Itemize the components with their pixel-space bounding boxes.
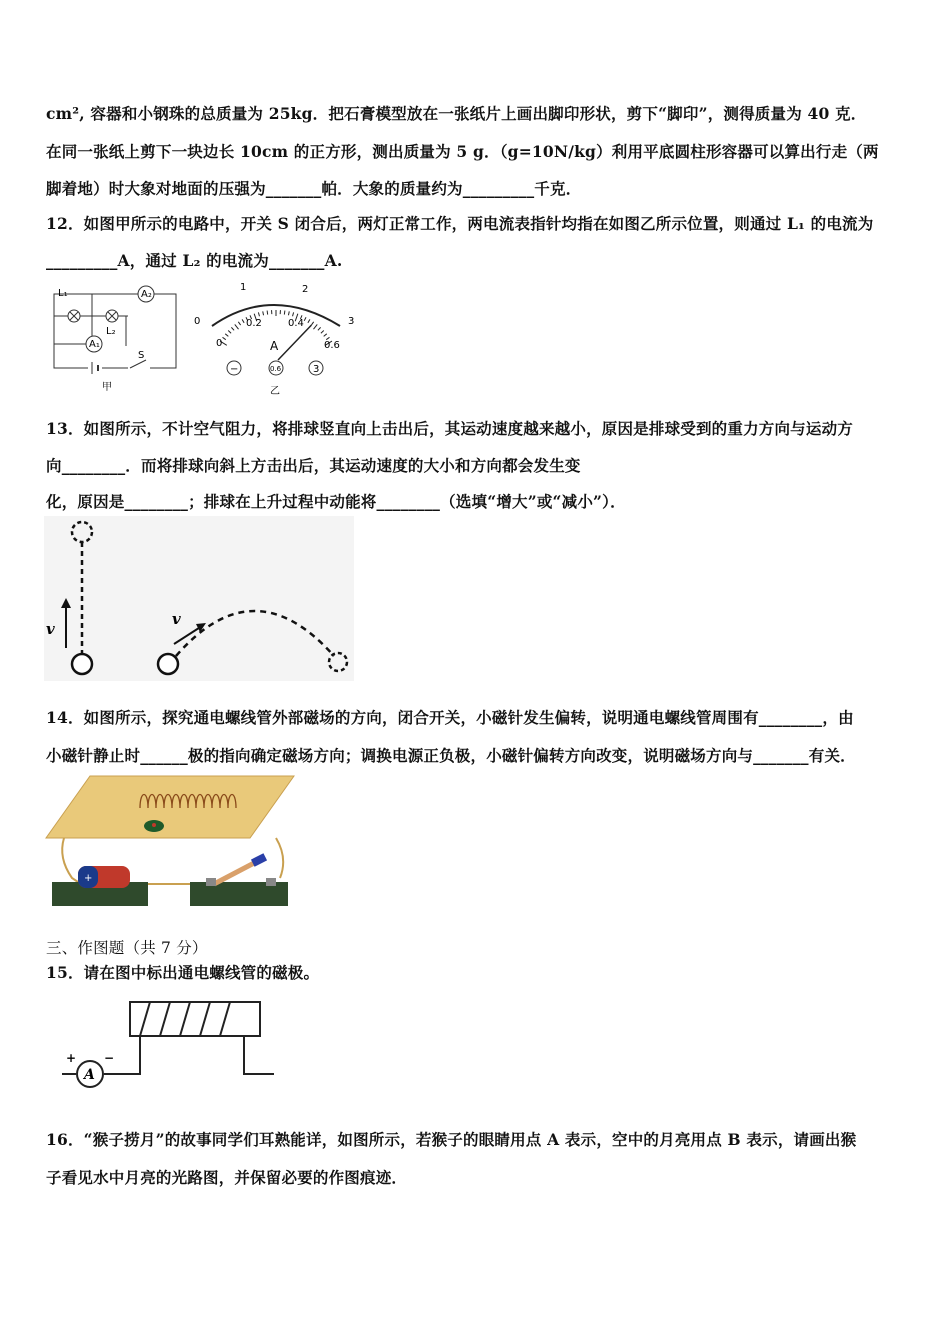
svg-text:S: S [138, 350, 145, 361]
top-tick-2: 2 [302, 284, 309, 295]
dial-tick [228, 330, 231, 333]
caption-jia: 甲 [102, 382, 112, 393]
dial-tick [308, 319, 310, 322]
svg-text:+: + [84, 873, 93, 884]
q12-line2: _________A，通过 L₂ 的电流为_______A. [46, 251, 343, 270]
dial-tick [223, 337, 226, 339]
circuit-diagram [48, 282, 183, 394]
q13-line2: 向________．而将排球向斜上方击出后，其运动速度的大小和方向都会发生变 [46, 456, 581, 475]
dial-tick [304, 317, 306, 321]
bottom-tick-0: 0 [216, 338, 223, 349]
dial-tick [313, 324, 317, 329]
dial-tick [318, 327, 321, 330]
cardboard-board [46, 776, 294, 838]
label-l1: L₁ [58, 288, 68, 299]
q16-line2: 子看见水中月亮的光路图，并保留必要的作图痕迹． [46, 1168, 408, 1187]
ammeter-icon [77, 1061, 103, 1087]
q14-line1: 14．如图所示，探究通电螺线管外部磁场的方向，闭合开关，小磁针发生偏转，说明通电螺线管周围有________，由 [46, 708, 854, 727]
dial-tick [258, 312, 259, 316]
q15-line1: 15．请在图中标出通电螺线管的磁极。 [46, 963, 320, 982]
dial-tick [263, 311, 264, 315]
q11-line3: 脚着地）时大象对地面的压强为_______帕．大象的质量约为_________千克． [46, 179, 582, 198]
dial-tick [231, 327, 234, 330]
label-l2: L₂ [106, 326, 116, 337]
dial-tick [293, 312, 294, 316]
terminal-neg [227, 361, 241, 375]
dial-tick [225, 334, 228, 337]
svg-text:−: − [230, 364, 239, 375]
dial-tick [321, 330, 324, 333]
unit-label: A [270, 339, 279, 353]
dial-tick [324, 334, 327, 337]
q12-line1: 12．如图甲所示的电路中，开关 S 闭合后，两灯正常工作，两电流表指针均指在如图乙所示位置，则通过 L₁ 的电流为 [46, 214, 874, 233]
q11-line2: 在同一张纸上剪下一块边长 10cm 的正方形，测出质量为 5 g．（g=10N/kg）利用平底圆柱形容器可以算出行走（两 [46, 142, 879, 161]
dial-tick [235, 324, 239, 329]
lamp-l2 [106, 310, 118, 322]
velocity-label-2: v [172, 610, 181, 628]
bottom-tick-1: 0.2 [246, 318, 262, 329]
dial-pointer [278, 325, 311, 360]
ammeter-dial [190, 280, 360, 398]
plus-sign: + [66, 1051, 77, 1065]
bottom-tick-2: 0.4 [288, 318, 304, 329]
ball-start-vertical [72, 654, 92, 674]
dial-tick [311, 322, 313, 325]
solenoid-experiment-figure [44, 774, 296, 914]
top-tick-0: 0 [194, 316, 201, 327]
switch-s [128, 350, 150, 372]
volleyball-figure [44, 516, 354, 681]
q13-line1: 13．如图所示，不计空气阻力，将排球竖直向上击出后，其运动速度越来越小，原因是排球受到的重力方向与运动方 [46, 419, 853, 438]
velocity-label-1: v [46, 620, 55, 638]
bottom-tick-3: 0.6 [324, 340, 340, 351]
top-tick-1: 1 [240, 282, 247, 293]
q14-line2: 小磁针静止时______极的指向确定磁场方向；调换电源正负极，小磁针偏转方向改变，说明磁场方向与_______有关． [46, 746, 856, 765]
battery-symbol [88, 362, 102, 374]
ball-start-oblique [158, 654, 178, 674]
wire-left [62, 838, 78, 882]
dial-tick [267, 311, 268, 315]
svg-text:A: A [84, 1067, 95, 1083]
minus-sign: − [104, 1051, 115, 1065]
svg-text:A₁: A₁ [89, 339, 100, 350]
dial-tick [242, 319, 244, 322]
dial-tick [288, 311, 289, 315]
terminal-06 [269, 361, 283, 375]
lamp-l1 [68, 310, 80, 322]
dial-tick [284, 311, 285, 315]
ammeter-a2 [138, 286, 154, 302]
solenoid-figure [58, 998, 280, 1090]
top-tick-3: 3 [348, 316, 355, 327]
knife-switch-handle [214, 862, 256, 884]
svg-text:0.6: 0.6 [270, 365, 282, 373]
dial-tick [238, 322, 240, 325]
ammeter-a1 [86, 336, 102, 352]
q16-line1: 16．“猴子捞月”的故事同学们耳熟能详，如图所示，若猴子的眼睛用点 A 表示，空中的月亮用点 B 表示，请画出猴 [46, 1130, 857, 1149]
caption-yi: 乙 [270, 386, 280, 397]
q13-line3: 化，原因是________；排球在上升过程中动能将________（选填“增大”或“减小”）． [46, 492, 626, 511]
section-3-title: 三、作图题（共 7 分） [46, 939, 208, 957]
svg-text:3: 3 [313, 364, 320, 375]
q11-line1: cm², 容器和小钢珠的总质量为 25kg．把石膏模型放在一张纸片上画出脚印形状，剪下“脚印”，测得质量为 40 克． [46, 104, 867, 123]
svg-text:A₂: A₂ [141, 289, 152, 300]
terminal-3 [309, 361, 323, 375]
